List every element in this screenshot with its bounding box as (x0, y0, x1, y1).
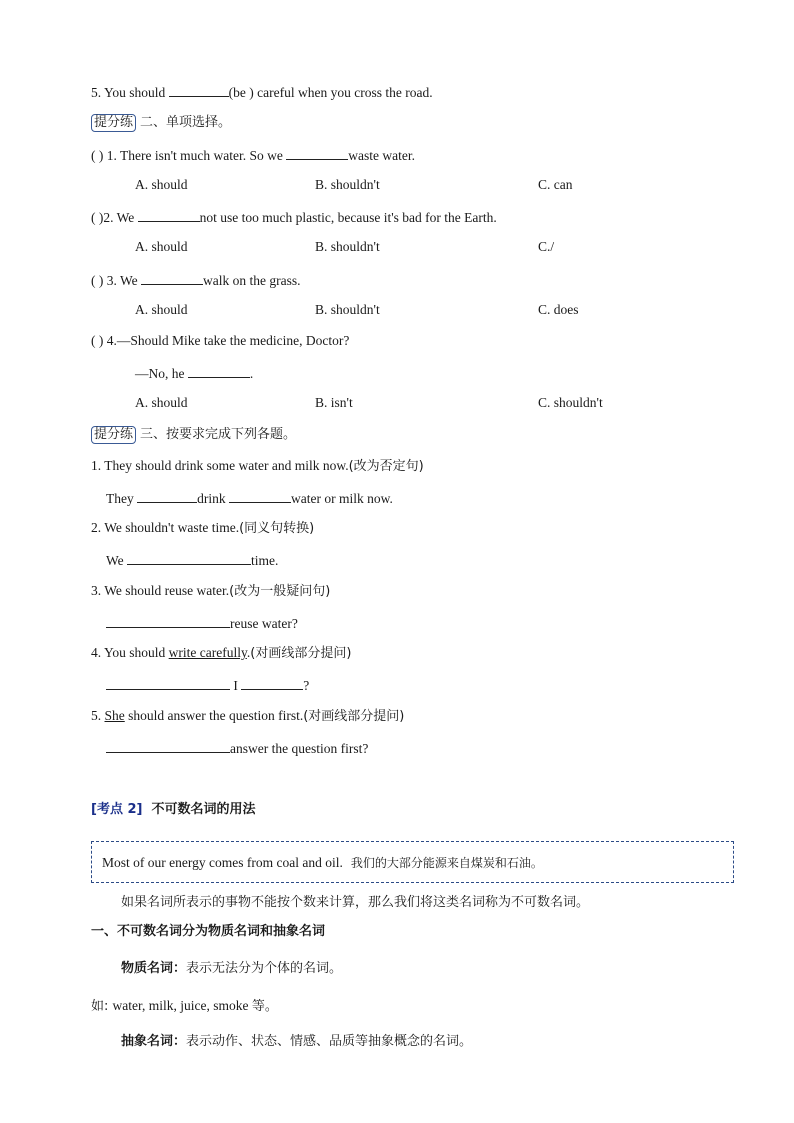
item-text: 4. You should (91, 645, 169, 660)
answer-text: reuse water? (230, 616, 298, 631)
reply-text: —No, he (135, 366, 188, 381)
examples-suffix: 等。 (251, 999, 278, 1014)
term-label: 物质名词： (121, 961, 187, 976)
option-a[interactable]: A. should (135, 177, 188, 192)
answer-blank[interactable] (188, 363, 250, 378)
answer-line-1 (106, 488, 393, 508)
answer-blank[interactable] (229, 488, 291, 503)
item-hint: (对画线部分提问) (250, 646, 352, 661)
exercise-item-5 (91, 82, 433, 102)
option-b[interactable]: B. shouldn't (315, 239, 380, 254)
question-4-reply (135, 363, 253, 383)
answer-text: They (106, 491, 138, 506)
question-text: 4.—Should Mike take the medicine, Doctor? (103, 333, 350, 348)
item-text: 1. They should drink some water and milk now. (91, 458, 349, 473)
item-text: . (246, 645, 251, 660)
transform-item-1 (91, 457, 424, 476)
question-text: not use too much plastic, because it's bad for the Earth. (199, 210, 497, 225)
answer-paren[interactable]: ( ) (91, 333, 104, 348)
question-text: waste water. (348, 148, 416, 163)
mc-question-4 (91, 332, 349, 350)
answer-blank[interactable] (169, 82, 229, 97)
key-point-label: [考点 2] (91, 802, 143, 817)
section-title: 三、按要求完成下列各题。 (140, 427, 297, 442)
answer-text: water or milk now. (291, 491, 393, 506)
answer-blank[interactable] (137, 488, 197, 503)
item-text-post: (be ) careful when you cross the road. (228, 85, 433, 100)
item-text: should answer the question first. (124, 708, 304, 723)
section-heading-2 (91, 113, 231, 132)
key-point-heading (91, 798, 256, 817)
item-text: 2. We shouldn't waste time. (91, 520, 240, 535)
transform-item-4 (91, 644, 351, 663)
item-hint: (改为一般疑问句) (229, 584, 331, 599)
section-heading-3 (91, 425, 296, 444)
transform-item-2 (91, 519, 314, 538)
option-a[interactable]: A. should (135, 302, 188, 317)
example-chinese: 我们的大部分能源来自煤炭和石油。 (350, 856, 543, 870)
example-english: Most of our energy comes from coal and oil. (102, 855, 343, 870)
question-text: 1. There isn't much water. So we (103, 148, 287, 163)
key-point-title: 不可数名词的用法 (151, 802, 256, 817)
answer-blank[interactable] (106, 675, 230, 690)
item-text-pre: 5. You should (91, 85, 169, 100)
term-label: 抽象名词： (121, 1034, 187, 1049)
answer-blank[interactable] (241, 675, 303, 690)
practice-tag: 提分练 (91, 426, 136, 444)
definition-paragraph: 如果名词所表示的事物不能按个数来计算，那么我们将这类名词称为不可数名词。 (121, 895, 590, 910)
answer-text: drink (197, 491, 229, 506)
material-noun-def (121, 959, 342, 978)
answer-line-3 (106, 613, 298, 633)
answer-paren[interactable]: ( ) (91, 273, 104, 288)
question-text: 3. We (103, 273, 142, 288)
mc-question-3 (91, 270, 301, 290)
term-text: 表示无法分为个体的名词。 (186, 961, 343, 976)
answer-paren[interactable]: ( ) (91, 210, 104, 225)
item-text: 5. (91, 708, 105, 723)
answer-text: answer the question first? (230, 741, 369, 756)
option-b[interactable]: B. shouldn't (315, 302, 380, 317)
option-b[interactable]: B. shouldn't (315, 177, 380, 192)
subheading-1: 一、不可数名词分为物质名词和抽象名词 (91, 924, 326, 939)
examples-line (91, 997, 278, 1016)
item-hint: (改为否定句) (348, 459, 424, 474)
item-hint: (同义句转换) (239, 521, 315, 536)
answer-blank[interactable] (141, 270, 203, 285)
answer-blank[interactable] (286, 145, 348, 160)
answer-text: ? (303, 678, 310, 693)
answer-blank[interactable] (106, 613, 230, 628)
practice-tag: 提分练 (91, 114, 136, 132)
option-c[interactable]: C./ (538, 239, 555, 254)
question-text: walk on the grass. (203, 273, 301, 288)
answer-text: time. (251, 553, 279, 568)
item-text: 3. We should reuse water. (91, 583, 230, 598)
transform-item-3 (91, 582, 330, 601)
item-hint: (对画线部分提问) (303, 709, 405, 724)
mc-question-2 (91, 207, 497, 227)
examples-prefix: 如: (91, 999, 113, 1014)
section-title: 二、单项选择。 (140, 115, 232, 130)
reply-text: . (249, 366, 254, 381)
option-c[interactable]: C. shouldn't (538, 395, 603, 410)
answer-blank[interactable] (127, 550, 251, 565)
underlined-phrase: She (104, 708, 125, 723)
answer-blank[interactable] (138, 207, 200, 222)
example-box (91, 841, 734, 883)
term-text: 表示动作、状态、情感、品质等抽象概念的名词。 (186, 1034, 473, 1049)
question-text: 2. We (103, 210, 138, 225)
answer-blank[interactable] (106, 738, 230, 753)
option-a[interactable]: A. should (135, 395, 188, 410)
option-a[interactable]: A. should (135, 239, 188, 254)
answer-text: I (230, 678, 242, 693)
answer-text: We (106, 553, 128, 568)
option-c[interactable]: C. does (538, 302, 579, 317)
answer-line-2 (106, 550, 278, 570)
mc-question-1 (91, 145, 415, 165)
transform-item-5 (91, 707, 404, 726)
abstract-noun-def (121, 1032, 472, 1051)
option-c[interactable]: C. can (538, 177, 573, 192)
answer-line-5 (106, 738, 368, 758)
examples-words: water, milk, juice, smoke (112, 998, 252, 1013)
answer-line-4 (106, 675, 309, 695)
answer-paren[interactable]: ( ) (91, 148, 104, 163)
option-b[interactable]: B. isn't (315, 395, 353, 410)
underlined-phrase: write carefully (168, 645, 247, 660)
